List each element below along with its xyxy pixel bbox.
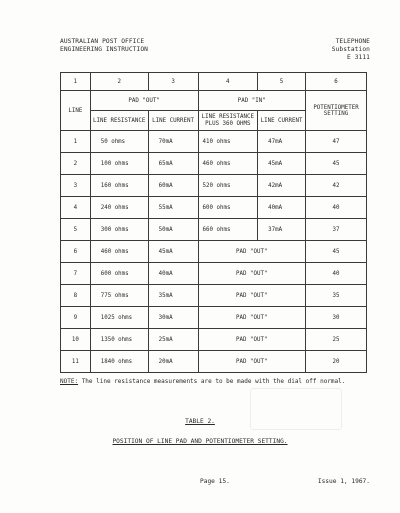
line-current-in-cell: 42mA bbox=[258, 175, 306, 197]
line-current-cell: 55mA bbox=[148, 197, 198, 219]
line-current-cell: 30mA bbox=[148, 307, 198, 329]
header-code: E 3111 bbox=[347, 54, 370, 61]
note-text: The line resistance measurements are to be made with the dial off normal. bbox=[81, 378, 346, 385]
table-label: TABLE 2. bbox=[185, 418, 215, 425]
line-current-cell: 20mA bbox=[148, 351, 198, 373]
line-resistance-cell: 100 ohms bbox=[90, 153, 148, 175]
col-number: 4 bbox=[198, 73, 258, 91]
line-number-cell: 4 bbox=[61, 197, 91, 219]
potentiometer-cell: 40 bbox=[306, 197, 367, 219]
header-org: AUSTRALIAN POST OFFICE bbox=[60, 38, 145, 45]
potentiometer-cell: 40 bbox=[306, 263, 367, 285]
line-current-cell: 45mA bbox=[148, 241, 198, 263]
note bbox=[60, 378, 345, 385]
potentiometer-cell: 45 bbox=[306, 153, 367, 175]
line-number-cell: 1 bbox=[61, 131, 91, 153]
col-number: 5 bbox=[258, 73, 306, 91]
potentiometer-header: POTENTIOMETER SETTING bbox=[306, 91, 367, 131]
pad-out-merged-cell: PAD "OUT" bbox=[198, 329, 305, 351]
potentiometer-cell: 35 bbox=[306, 285, 367, 307]
line-resistance-header: LINE RESISTANCE bbox=[90, 111, 148, 131]
group-header-row bbox=[61, 91, 367, 111]
line-resistance-cell: 1350 ohms bbox=[90, 329, 148, 351]
pad-out-merged-cell: PAD "OUT" bbox=[198, 307, 305, 329]
pad-setting-table bbox=[60, 72, 367, 373]
header-doc-type: ENGINEERING INSTRUCTION bbox=[60, 46, 148, 53]
potentiometer-cell: 45 bbox=[306, 241, 367, 263]
line-number-cell: 7 bbox=[61, 263, 91, 285]
line-current-in-header: LINE CURRENT bbox=[258, 111, 306, 131]
line-resistance-cell: 300 ohms bbox=[90, 219, 148, 241]
table-row bbox=[61, 307, 367, 329]
line-number-cell: 11 bbox=[61, 351, 91, 373]
pad-out-header: PAD "OUT" bbox=[90, 91, 198, 111]
line-resistance-in-cell: 460 ohms bbox=[198, 153, 258, 175]
line-current-cell: 40mA bbox=[148, 263, 198, 285]
table-caption: POSITION OF LINE PAD AND POTENTIOMETER SETTING. bbox=[112, 438, 288, 445]
line-number-cell: 9 bbox=[61, 307, 91, 329]
col-number: 6 bbox=[306, 73, 367, 91]
line-current-in-cell: 45mA bbox=[258, 153, 306, 175]
line-resistance-in-cell: 660 ohms bbox=[198, 219, 258, 241]
col-number: 3 bbox=[148, 73, 198, 91]
table-row bbox=[61, 175, 367, 197]
potentiometer-cell: 30 bbox=[306, 307, 367, 329]
line-header: LINE bbox=[61, 91, 91, 131]
header-category: TELEPHONE bbox=[335, 38, 370, 45]
note-label: NOTE: bbox=[60, 378, 79, 385]
line-resistance-cell: 600 ohms bbox=[90, 263, 148, 285]
line-resistance-cell: 160 ohms bbox=[90, 175, 148, 197]
table-row bbox=[61, 197, 367, 219]
line-resistance-cell: 1025 ohms bbox=[90, 307, 148, 329]
line-number-cell: 5 bbox=[61, 219, 91, 241]
line-number-cell: 2 bbox=[61, 153, 91, 175]
pad-out-merged-cell: PAD "OUT" bbox=[198, 263, 305, 285]
potentiometer-cell: 42 bbox=[306, 175, 367, 197]
line-current-header: LINE CURRENT bbox=[148, 111, 198, 131]
line-resistance-plus-header: LINE RESISTANCE PLUS 360 OHMS bbox=[198, 111, 258, 131]
line-resistance-cell: 460 ohms bbox=[90, 241, 148, 263]
line-resistance-cell: 50 ohms bbox=[90, 131, 148, 153]
table-row bbox=[61, 263, 367, 285]
table-row bbox=[61, 241, 367, 263]
line-current-in-cell: 40mA bbox=[258, 197, 306, 219]
line-resistance-in-cell: 600 ohms bbox=[198, 197, 258, 219]
line-number-cell: 3 bbox=[61, 175, 91, 197]
line-current-cell: 65mA bbox=[148, 153, 198, 175]
potentiometer-cell: 25 bbox=[306, 329, 367, 351]
line-current-cell: 60mA bbox=[148, 175, 198, 197]
header-left bbox=[60, 38, 148, 54]
table-row bbox=[61, 219, 367, 241]
header-right bbox=[332, 38, 370, 62]
table-row bbox=[61, 153, 367, 175]
pad-out-merged-cell: PAD "OUT" bbox=[198, 285, 305, 307]
col-number: 2 bbox=[90, 73, 148, 91]
pad-in-header: PAD "IN" bbox=[198, 91, 305, 111]
line-current-in-cell: 37mA bbox=[258, 219, 306, 241]
potentiometer-cell: 20 bbox=[306, 351, 367, 373]
line-resistance-in-cell: 410 ohms bbox=[198, 131, 258, 153]
table-row bbox=[61, 285, 367, 307]
potentiometer-cell: 37 bbox=[306, 219, 367, 241]
pad-out-merged-cell: PAD "OUT" bbox=[198, 241, 305, 263]
column-number-row bbox=[61, 73, 367, 91]
col-number: 1 bbox=[61, 73, 91, 91]
line-current-cell: 50mA bbox=[148, 219, 198, 241]
line-number-cell: 10 bbox=[61, 329, 91, 351]
potentiometer-cell: 47 bbox=[306, 131, 367, 153]
line-current-cell: 25mA bbox=[148, 329, 198, 351]
line-number-cell: 6 bbox=[61, 241, 91, 263]
table-row bbox=[61, 329, 367, 351]
table-row bbox=[61, 351, 367, 373]
issue-date: Issue 1, 1967. bbox=[317, 478, 370, 485]
line-current-cell: 35mA bbox=[148, 285, 198, 307]
pad-out-merged-cell: PAD "OUT" bbox=[198, 351, 305, 373]
table-row bbox=[61, 131, 367, 153]
line-resistance-cell: 240 ohms bbox=[90, 197, 148, 219]
page-number: Page 15. bbox=[200, 478, 230, 485]
line-current-cell: 70mA bbox=[148, 131, 198, 153]
line-current-in-cell: 47mA bbox=[258, 131, 306, 153]
line-resistance-cell: 775 ohms bbox=[90, 285, 148, 307]
line-resistance-in-cell: 520 ohms bbox=[198, 175, 258, 197]
line-resistance-cell: 1840 ohms bbox=[90, 351, 148, 373]
line-number-cell: 8 bbox=[61, 285, 91, 307]
header-subcategory: Substation bbox=[331, 46, 370, 53]
